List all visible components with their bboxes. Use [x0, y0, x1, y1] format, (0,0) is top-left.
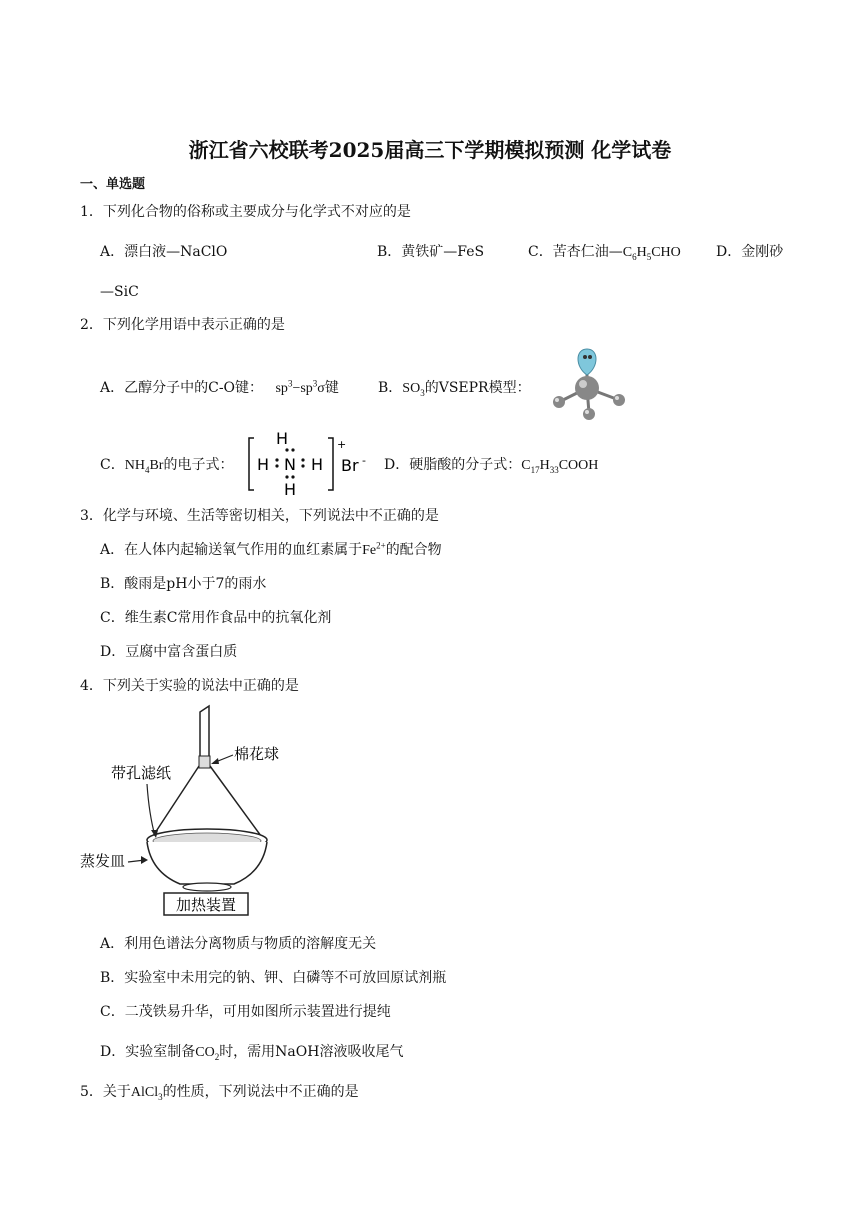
- question-1-option-a: A．漂白液—NaClO: [100, 244, 228, 260]
- benzaldehyde-formula: $C_6H_5CHO$: [622, 245, 681, 262]
- question-2-option-b: B．$SO_3$的VSEPR模型：: [378, 380, 531, 398]
- cotton-ball-label: 棉花球: [234, 745, 280, 763]
- option-c-label: C．苦杏仁油—: [528, 244, 623, 260]
- section-heading: 一、单选题: [80, 177, 146, 192]
- question-3-option-c: C．维生素C常用作食品中的抗氧化剂: [100, 610, 332, 626]
- electron-h-right: H: [310, 455, 324, 474]
- question-4-stem: 4．下列关于实验的说法中正确的是: [80, 678, 299, 694]
- page-title: 浙江省六校联考2025届高三下学期模拟预测 化学试卷: [188, 138, 672, 162]
- vsepr-model-icon: [545, 345, 630, 425]
- electron-h-left: H: [256, 455, 270, 474]
- stearic-acid-formula: $C_{17}H_{33}COOH$: [521, 458, 599, 475]
- question-4-option-a: A．利用色谱法分离物质与物质的溶解度无关: [100, 936, 377, 952]
- electron-minus: -: [362, 454, 366, 467]
- question-3-option-d: D．豆腐中富含蛋白质: [100, 644, 238, 660]
- question-3-stem: 3．化学与环境、生活等密切相关，下列说法中不正确的是: [80, 508, 439, 524]
- alcl3-formula: AlCl$_3$: [130, 1085, 163, 1102]
- sp3-sigma-bond: $sp^3-sp^3\sigma$键: [275, 378, 339, 396]
- question-2-option-d: D．硬脂酸的分子式：$C_{17}H_{33}COOH$: [384, 457, 599, 475]
- fe2-ion: $Fe^{2+}$: [362, 540, 386, 558]
- evaporating-dish-label: 蒸发皿: [80, 852, 126, 870]
- sublimation-apparatus-figure: [75, 704, 315, 920]
- electron-h-top: H: [275, 429, 289, 448]
- heater-label: 加热装置: [175, 896, 237, 914]
- question-1-option-d-continued: —SiC: [100, 284, 139, 300]
- question-2-stem: 2．下列化学用语中表示正确的是: [80, 317, 285, 333]
- question-4-option-b: B．实验室中未用完的钠、钾、白磷等不可放回原试剂瓶: [100, 970, 447, 986]
- electron-n: N: [284, 455, 296, 474]
- question-2-option-c: C．$NH_4Br$的电子式：: [100, 457, 234, 475]
- question-1-option-d: D．金刚砂: [716, 244, 784, 260]
- filter-paper-label: 带孔滤纸: [111, 764, 172, 782]
- question-2-option-a: A．乙醇分子中的C-O键： $sp^3-sp^3\sigma$键: [100, 378, 339, 396]
- electron-br: Br: [341, 456, 359, 475]
- electron-plus: +: [337, 438, 347, 451]
- question-4-option-c: C．二茂铁易升华，可用如图所示装置进行提纯: [100, 1004, 391, 1020]
- question-3-option-a: A．在人体内起输送氧气作用的血红素属于$Fe^{2+}$的配合物: [100, 540, 442, 558]
- nh4br-formula: $NH_4Br$: [124, 458, 164, 475]
- question-1-stem: 1．下列化合物的俗称或主要成分与化学式不对应的是: [80, 204, 411, 220]
- electron-formula-diagram: [246, 428, 371, 500]
- so3-formula: $SO_3$: [402, 381, 425, 398]
- question-1-option-c: [528, 243, 681, 262]
- co2-formula: $CO_2$: [195, 1045, 220, 1062]
- question-3-option-b: B．酸雨是pH小于7的雨水: [100, 576, 267, 592]
- question-5-stem: 5．关于AlCl$_3$的性质，下列说法中不正确的是: [80, 1084, 359, 1102]
- question-4-option-d: D．实验室制备$CO_2$时，需用NaOH溶液吸收尾气: [100, 1044, 404, 1062]
- electron-h-bottom: H: [283, 480, 297, 499]
- question-1-option-b: B．黄铁矿—FeS: [377, 244, 485, 260]
